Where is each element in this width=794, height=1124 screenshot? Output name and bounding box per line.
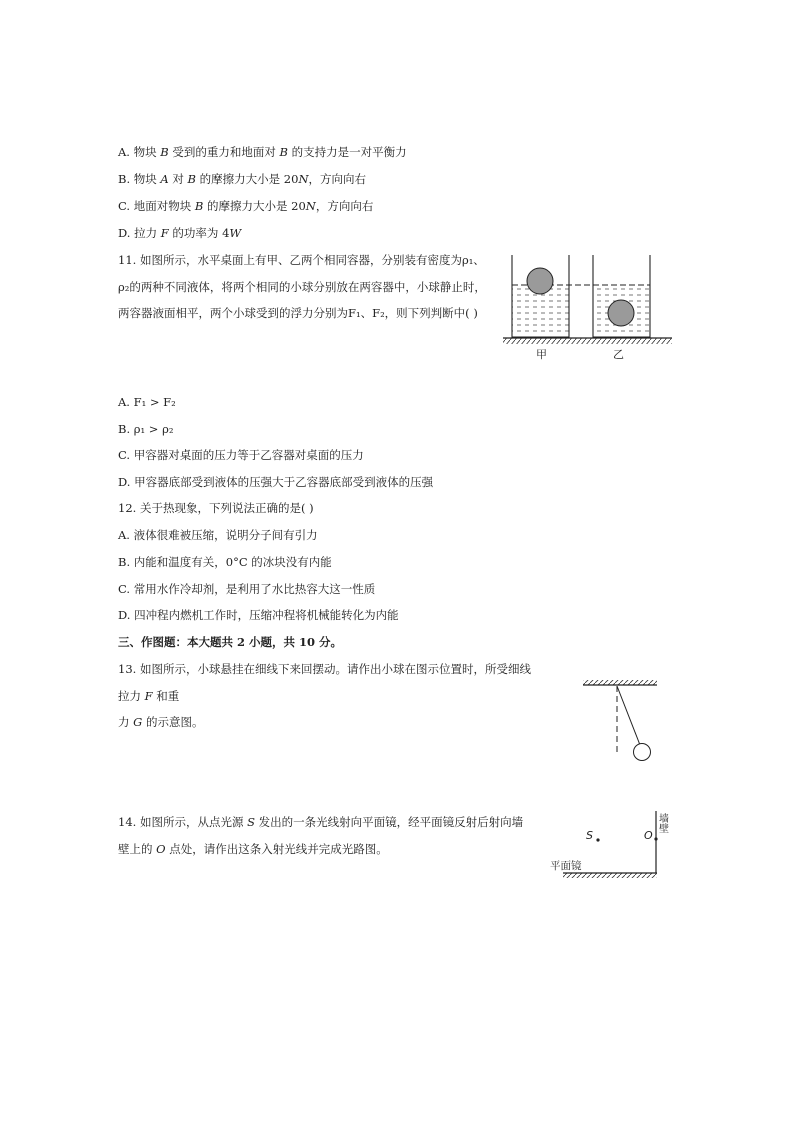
q11-stem-line2: ρ₂的两种不同液体，将两个相同的小球分别放在两容器中，小球静止时， (118, 280, 486, 294)
var: N (298, 172, 309, 186)
var: N (305, 199, 316, 213)
ball-left (527, 268, 553, 294)
var: B (279, 145, 288, 159)
var: B (160, 145, 169, 159)
var: B (194, 199, 204, 213)
q12-option-b: B. 内能和温度有关，0°C 的冰块没有内能 (118, 555, 332, 569)
label-mirror: 平面镜 (550, 860, 582, 872)
var: W (229, 226, 242, 240)
q11-option-d: D. 甲容器底部受到液体的压强大于乙容器底部受到液体的压强 (118, 475, 434, 489)
q13-line2 (118, 688, 179, 704)
q12-option-d: D. 四冲程内燃机工作时，压缩冲程将机械能转化为内能 (118, 608, 399, 622)
text: 点处，请作出这条入射光线并完成光路图。 (165, 842, 388, 856)
q14-line1 (118, 814, 523, 830)
label-jia: 甲 (536, 348, 547, 361)
text: 的支持力是一对平衡力 (288, 145, 407, 159)
q13-figure (580, 678, 660, 768)
label-wall: 墙壁 (656, 813, 668, 833)
label-o: O (644, 829, 653, 842)
var: F (144, 689, 153, 703)
label-s: S (586, 829, 593, 842)
q10-option-a (118, 144, 407, 160)
string (617, 686, 640, 745)
text: 拉力 (118, 689, 145, 703)
var: G (133, 715, 143, 729)
var: O (156, 842, 166, 856)
text: 发出的一条光线射向平面镜，经平面镜反射后射向墙 (255, 815, 524, 829)
q10-option-d (118, 225, 241, 241)
q10-option-b (118, 171, 366, 187)
point-o (654, 837, 657, 840)
q11-stem-line3: 两容器液面相平，两个小球受到的浮力分别为F₁、F₂，则下列判断中( ) (118, 306, 478, 320)
q13-line1: 13. 如图所示，小球悬挂在细线下来回摆动。请作出小球在图示位置时，所受细线 (118, 662, 531, 676)
q14-line2 (118, 841, 388, 857)
text: 壁上的 (118, 842, 157, 856)
label-yi: 乙 (613, 348, 624, 361)
q11-option-c: C. 甲容器对桌面的压力等于乙容器对桌面的压力 (118, 448, 364, 462)
text: ，方向向右 (315, 199, 374, 213)
text: 的功率为 4 (168, 226, 230, 240)
q14-figure (545, 805, 685, 885)
q11-option-b: B. ρ₁ > ρ₂ (118, 422, 174, 436)
text: A. 物块 (118, 145, 161, 159)
pendulum-ball (634, 744, 651, 761)
text: 的示意图。 (142, 715, 204, 729)
text: 14. 如图所示，从点光源 (118, 815, 248, 829)
text: B. 物块 (118, 172, 161, 186)
var: B (187, 172, 196, 186)
var: A (160, 172, 169, 186)
text: 和重 (152, 689, 180, 703)
var: F (160, 226, 169, 240)
table-hatch (503, 338, 672, 344)
ceiling-hatch (583, 680, 657, 685)
section-heading: 三、作图题：本大题共 2 小题，共 10 分。 (118, 635, 343, 649)
text: C. 地面对物块 (118, 199, 195, 213)
text: 的摩擦力大小是 20 (203, 199, 306, 213)
text: 受到的重力和地面对 (168, 145, 280, 159)
text: ，方向向右 (308, 172, 367, 186)
var: S (247, 815, 255, 829)
ball-right (608, 300, 634, 326)
text: 力 (118, 715, 134, 729)
text: 对 (168, 172, 188, 186)
mirror-hatch (563, 873, 657, 878)
q10-option-c (118, 198, 373, 214)
q11-figure (500, 250, 680, 365)
q12-option-c: C. 常用水作冷却剂，是利用了水比热容大这一性质 (118, 582, 376, 596)
q11-option-a: A. F₁ > F₂ (118, 395, 176, 409)
text: 的摩擦力大小是 20 (196, 172, 299, 186)
point-s (596, 838, 599, 841)
text: D. 拉力 (118, 226, 161, 240)
q12-option-a: A. 液体很难被压缩，说明分子间有引力 (118, 528, 318, 542)
q13-line3 (118, 714, 204, 730)
q12-stem: 12. 关于热现象，下列说法正确的是( ) (118, 501, 314, 515)
q11-stem-line1: 11. 如图所示，水平桌面上有甲、乙两个相同容器，分别装有密度为ρ₁、 (118, 253, 485, 267)
